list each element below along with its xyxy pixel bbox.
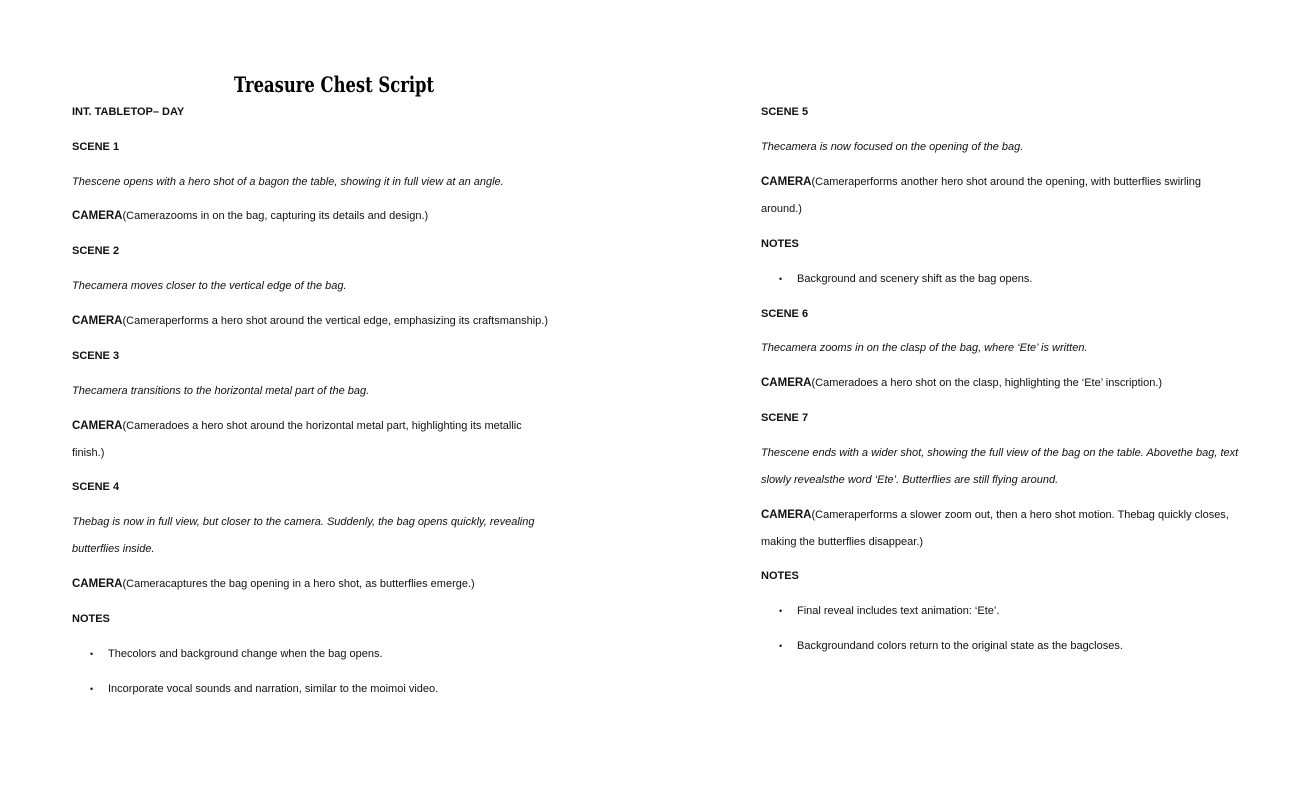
camera-text: (Cameradoes a hero shot on the clasp, highlighting the ‘Ete’ inscription.) — [811, 377, 1163, 389]
camera-label: CAMERA — [72, 420, 123, 432]
camera-label: CAMERA — [72, 315, 123, 327]
scene-2-action: Thecamera moves closer to the vertical edge of the bag. — [72, 280, 347, 292]
camera-label: CAMERA — [72, 578, 123, 590]
scene-6-action: Thecamera zooms in on the clasp of the bag, where ‘Ete’ is written. — [761, 342, 1088, 354]
camera-label: CAMERA — [72, 210, 123, 222]
scene-4-action-cont: butterflies inside. — [72, 543, 155, 555]
scene-5-heading: SCENE 5 — [761, 106, 809, 118]
note-text: Backgroundand colors return to the original state as the bagcloses. — [797, 640, 1123, 652]
camera-text: (Cameraperforms a hero shot around the vertical edge, emphasizing its craftsmanship.) — [122, 315, 549, 327]
camera-label: CAMERA — [761, 377, 812, 389]
note-text: Background and scenery shift as the bag opens. — [797, 273, 1033, 285]
list-item — [90, 676, 438, 703]
scene-4-camera — [72, 571, 475, 598]
list-item — [779, 266, 1032, 293]
scene-6-heading: SCENE 6 — [761, 308, 809, 320]
scene-4-action: Thebag is now in full view, but closer to the camera. Suddenly, the bag opens quickly, revealing — [72, 516, 535, 528]
bullet-icon: • — [90, 649, 94, 659]
scene-4-notes-heading: NOTES — [72, 613, 110, 625]
camera-text: (Cameracaptures the bag opening in a hero shot, as butterflies emerge.) — [122, 578, 475, 590]
list-item — [90, 641, 383, 668]
scene-5-camera-cont: around.) — [761, 203, 802, 215]
scene-5-action: Thecamera is now focused on the opening of the bag. — [761, 141, 1024, 153]
camera-text: (Cameraperforms another hero shot around the opening, with butterflies swirling — [811, 176, 1201, 188]
scene-7-camera — [761, 502, 1229, 529]
bullet-icon: • — [779, 641, 783, 651]
scene-4-heading: SCENE 4 — [72, 481, 120, 493]
scene-2-camera — [72, 308, 548, 335]
camera-text: (Cameradoes a hero shot around the horizontal metal part, highlighting its metallic — [122, 420, 522, 432]
scene-2-heading: SCENE 2 — [72, 245, 120, 257]
bullet-icon: • — [90, 684, 94, 694]
note-text: Final reveal includes text animation: ‘Ete’. — [797, 605, 1000, 617]
scene-7-action: Thescene ends with a wider shot, showing the full view of the bag on the table. Abovethe bag, text — [761, 447, 1239, 459]
scene-5-notes-heading: NOTES — [761, 238, 799, 250]
note-text: Incorporate vocal sounds and narration, similar to the moimoi video. — [108, 683, 439, 695]
bullet-icon: • — [779, 274, 783, 284]
note-text: Thecolors and background change when the bag opens. — [108, 648, 383, 660]
camera-text: (Cameraperforms a slower zoom out, then a hero shot motion. Thebag quickly closes, — [811, 509, 1229, 521]
scene-3-action: Thecamera transitions to the horizontal metal part of the bag. — [72, 385, 370, 397]
list-item — [779, 598, 999, 625]
scene-3-camera-cont: finish.) — [72, 447, 105, 459]
scene-7-heading: SCENE 7 — [761, 412, 809, 424]
scene-5-camera — [761, 169, 1201, 196]
scene-7-action-cont: slowly revealsthe word ‘Ete’. Butterflies are still flying around. — [761, 474, 1059, 486]
scene-3-camera — [72, 413, 522, 440]
camera-text: (Camerazooms in on the bag, capturing its details and design.) — [122, 210, 429, 222]
page-title: Treasure Chest Script — [234, 72, 435, 97]
scene-6-camera — [761, 370, 1162, 397]
scene-7-camera-cont: making the butterflies disappear.) — [761, 536, 924, 548]
camera-label: CAMERA — [761, 509, 812, 521]
list-item — [779, 633, 1123, 660]
scene-1-camera — [72, 203, 428, 230]
scene-1-action: Thescene opens with a hero shot of a bagon the table, showing it in full view at an angle. — [72, 176, 504, 188]
scene-7-notes-heading: NOTES — [761, 570, 799, 582]
camera-label: CAMERA — [761, 176, 812, 188]
scene-3-heading: SCENE 3 — [72, 350, 120, 362]
scene-slug: INT. TABLETOP– DAY — [72, 106, 185, 118]
bullet-icon: • — [779, 606, 783, 616]
scene-1-heading: SCENE 1 — [72, 141, 120, 153]
